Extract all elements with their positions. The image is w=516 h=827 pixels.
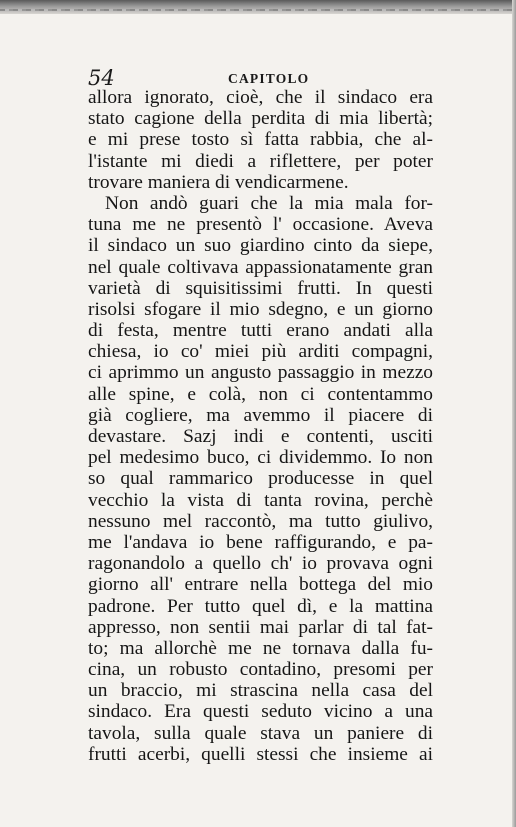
text-line: varietà di squisitissimi frutti. In questi	[88, 277, 433, 299]
text-line: me l'andava io bene raffigurando, e pa-	[88, 531, 433, 553]
page-number: 54	[88, 66, 115, 90]
text-line: cina, un robusto contadino, presomi per	[88, 659, 433, 681]
text-line: nel quale coltivava appassionatamente gran	[88, 256, 433, 278]
chapter-label: CAPITOLO	[228, 71, 310, 86]
text-line: tuna me ne presentò l' occasione. Aveva	[88, 214, 433, 236]
text-line: sindaco. Era questi seduto vicino a una	[88, 701, 433, 723]
page-top-edge	[0, 0, 516, 14]
text-line: trovare maniera di vendicarmene.	[88, 171, 349, 193]
text-line: ci aprimmo un angusto passaggio in mezzo	[88, 362, 433, 384]
text-line: nessuno mel raccontò, ma tutto giulivo,	[88, 510, 433, 532]
text-line: stato cagione della perdita di mia libertà;	[88, 108, 433, 130]
text-line: vecchio la vista di tanta rovina, perchè	[88, 489, 433, 511]
text-line: padrone. Per tutto quel dì, e la mattina	[88, 595, 433, 617]
text-line: allora ignorato, cioè, che il sindaco era	[88, 87, 433, 108]
text-line: risolsi sfogare il mio sdegno, e un giorno	[88, 298, 433, 320]
text-line: chiesa, io co' miei più arditi compagni,	[88, 341, 433, 363]
text-line: giorno all' entrare nella bottega del mio	[88, 574, 433, 596]
text-line: Non andò guari che la mia mala for-	[105, 192, 433, 214]
text-line: già cogliere, ma avemmo il piacere di	[88, 404, 433, 426]
text-line: so qual rammarico producesse in quel	[88, 468, 433, 490]
text-line: alle spine, e colà, non ci contentammo	[88, 383, 433, 405]
text-line: frutti acerbi, quelli stessi che insieme ai	[88, 743, 433, 765]
text-line: il sindaco un suo giardino cinto da siepe,	[88, 235, 433, 257]
text-line: e mi prese tosto sì fatta rabbia, che al-	[88, 129, 433, 151]
page-right-edge	[512, 0, 516, 827]
text-line: un braccio, mi strascina nella casa del	[88, 680, 433, 702]
body-text	[88, 87, 433, 765]
text-line: to; ma allorchè me ne tornava dalla fu-	[88, 637, 433, 659]
text-line: pel medesimo buco, ci dividemmo. Io non	[88, 447, 433, 469]
text-line: di festa, mentre tutti erano andati alla	[88, 320, 433, 342]
text-line: ragonandolo a quello ch' io provava ogni	[88, 553, 433, 575]
text-line: appresso, non sentii mai parlar di tal fat-	[88, 616, 433, 638]
text-line: l'istante mi diedi a riflettere, per poter	[88, 150, 433, 172]
text-line: devastare. Sazj indi e contenti, usciti	[88, 426, 433, 447]
text-line: tavola, sulla quale stava un paniere di	[88, 722, 433, 744]
